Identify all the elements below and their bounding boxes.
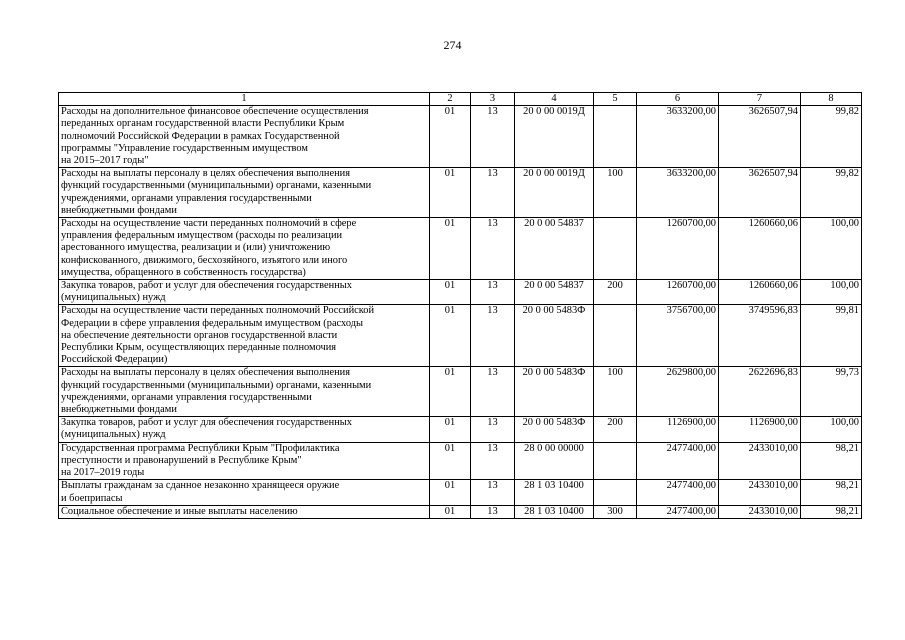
description-line: Расходы на дополнительное финансовое обеспечение осуществления [61,106,369,118]
table-row [59,480,862,505]
executed-amount-cell: 2433010,00 [719,480,801,505]
executed-amount-cell: 2433010,00 [719,505,801,518]
page-number: 274 [443,38,462,52]
chapter-cell: 01 [430,417,471,442]
executed-amount-cell: 1260660,06 [719,280,801,305]
table-row [59,442,862,480]
percent-cell: 99,73 [801,367,862,417]
target-article-cell: 28 1 03 10400 [515,480,594,505]
description-line: Закупка товаров, работ и услуг для обеспечения государственных [61,417,352,429]
percent-cell: 99,82 [801,106,862,168]
percent-cell: 98,21 [801,505,862,518]
description-line: (муниципальных) нужд [61,429,166,441]
planned-amount-cell: 3756700,00 [637,305,719,367]
expense-type-cell [594,218,637,280]
planned-amount-cell: 2477400,00 [637,505,719,518]
percent-cell: 100,00 [801,218,862,280]
description-cell [59,505,430,518]
description-cell [59,280,430,305]
executed-amount-cell: 1260660,06 [719,218,801,280]
percent-cell: 99,82 [801,168,862,218]
subsection-cell: 13 [471,168,515,218]
chapter-cell: 01 [430,505,471,518]
description-line: функций государственными (муниципальными) органами, казенными [61,379,372,391]
table-row [59,168,862,218]
column-header-3: 3 [471,93,515,106]
executed-amount-cell: 3626507,94 [719,168,801,218]
description-cell [59,367,430,417]
description-cell [59,442,430,480]
description-line: функций государственными (муниципальными) органами, казенными [61,180,372,192]
target-article-cell: 20 0 00 5483Ф [515,417,594,442]
subsection-cell: 13 [471,480,515,505]
planned-amount-cell: 2629800,00 [637,367,719,417]
executed-amount-cell: 3749596,83 [719,305,801,367]
expense-type-cell [594,480,637,505]
percent-cell: 100,00 [801,417,862,442]
description-line: Расходы на осуществление части переданных полномочий в сфере [61,218,357,230]
chapter-cell: 01 [430,442,471,480]
subsection-cell: 13 [471,305,515,367]
chapter-cell: 01 [430,305,471,367]
expense-type-cell: 100 [594,168,637,218]
table-row [59,417,862,442]
description-line: Государственная программа Республики Крым "Профилактика [61,442,340,454]
description-cell [59,218,430,280]
description-line: Расходы на выплаты персоналу в целях обеспечения выполнения [61,168,350,180]
table-row [59,305,862,367]
description-line: преступности и правонарушений в Республике Крым" [61,454,302,466]
description-line: Социальное обеспечение и иные выплаты населению [61,505,298,517]
chapter-cell: 01 [430,367,471,417]
description-line: Федерации в сфере управления федеральным имуществом (расходы [61,317,363,329]
description-line: внебюджетными фондами [61,404,177,416]
description-line: на 2015–2017 годы" [61,155,149,167]
column-header-2: 2 [430,93,471,106]
column-header-4: 4 [515,93,594,106]
subsection-cell: 13 [471,442,515,480]
target-article-cell: 20 0 00 5483Ф [515,367,594,417]
description-line: Закупка товаров, работ и услуг для обеспечения государственных [61,280,352,292]
percent-cell: 98,21 [801,480,862,505]
chapter-cell: 01 [430,480,471,505]
description-cell [59,305,430,367]
description-line: Расходы на осуществление части переданных полномочий Российской [61,305,375,317]
expense-type-cell: 100 [594,367,637,417]
table-row [59,106,862,168]
description-line: программы "Управление государственным имуществом [61,142,308,154]
description-line: внебюджетными фондами [61,204,177,216]
description-line: на обеспечение деятельности органов государственной власти [61,329,338,341]
planned-amount-cell: 1260700,00 [637,218,719,280]
description-line: учреждениями, органами управления государственными [61,391,312,403]
table-header-row [59,93,862,106]
expense-type-cell: 200 [594,280,637,305]
description-line: управления федеральным имуществом (расходы по реализации [61,230,343,242]
description-cell [59,417,430,442]
table-row [59,280,862,305]
subsection-cell: 13 [471,280,515,305]
table-row [59,505,862,518]
table-body [59,106,862,519]
expense-type-cell [594,442,637,480]
column-header-8: 8 [801,93,862,106]
subsection-cell: 13 [471,218,515,280]
target-article-cell: 28 1 03 10400 [515,505,594,518]
subsection-cell: 13 [471,106,515,168]
percent-cell: 100,00 [801,280,862,305]
description-line: и боеприпасы [61,492,123,504]
chapter-cell: 01 [430,168,471,218]
planned-amount-cell: 3633200,00 [637,168,719,218]
description-line: учреждениями, органами управления государственными [61,192,312,204]
description-line: на 2017–2019 годы [61,467,145,479]
subsection-cell: 13 [471,417,515,442]
expense-type-cell: 200 [594,417,637,442]
expense-type-cell: 300 [594,505,637,518]
chapter-cell: 01 [430,218,471,280]
description-cell [59,480,430,505]
planned-amount-cell: 3633200,00 [637,106,719,168]
description-line: (муниципальных) нужд [61,292,166,304]
description-line: арестованного имущества, реализации и (или) уничтожению [61,242,331,254]
description-cell [59,106,430,168]
target-article-cell: 28 0 00 00000 [515,442,594,480]
table-row [59,367,862,417]
column-header-5: 5 [594,93,637,106]
description-cell [59,168,430,218]
description-line: переданных органам государственной власти Республики Крым [61,118,345,130]
planned-amount-cell: 2477400,00 [637,480,719,505]
executed-amount-cell: 3626507,94 [719,106,801,168]
column-header-1: 1 [59,93,430,106]
planned-amount-cell: 1260700,00 [637,280,719,305]
planned-amount-cell: 1126900,00 [637,417,719,442]
executed-amount-cell: 1126900,00 [719,417,801,442]
description-line: Расходы на выплаты персоналу в целях обеспечения выполнения [61,367,350,379]
column-header-6: 6 [637,93,719,106]
description-line: Республики Крым, осуществляющих переданные полномочия [61,342,337,354]
chapter-cell: 01 [430,106,471,168]
target-article-cell: 20 0 00 54837 [515,218,594,280]
chapter-cell: 01 [430,280,471,305]
subsection-cell: 13 [471,367,515,417]
executed-amount-cell: 2622696,83 [719,367,801,417]
column-header-7: 7 [719,93,801,106]
target-article-cell: 20 0 00 54837 [515,280,594,305]
subsection-cell: 13 [471,505,515,518]
executed-amount-cell: 2433010,00 [719,442,801,480]
target-article-cell: 20 0 00 5483Ф [515,305,594,367]
budget-execution-table [58,92,862,519]
description-line: Выплаты гражданам за сданное незаконно хранящееся оружие [61,480,340,492]
description-line: конфискованного, движимого, бесхозяйного, изъятого или иного [61,254,348,266]
percent-cell: 98,21 [801,442,862,480]
description-line: Российской Федерации) [61,354,168,366]
table-row [59,218,862,280]
description-line: имущества, обращенного в собственность государства) [61,266,306,278]
percent-cell: 99,81 [801,305,862,367]
expense-type-cell [594,106,637,168]
expense-type-cell [594,305,637,367]
description-line: полномочий Российской Федерации в рамках Государственной [61,130,340,142]
target-article-cell: 20 0 00 0019Д [515,106,594,168]
planned-amount-cell: 2477400,00 [637,442,719,480]
target-article-cell: 20 0 00 0019Д [515,168,594,218]
